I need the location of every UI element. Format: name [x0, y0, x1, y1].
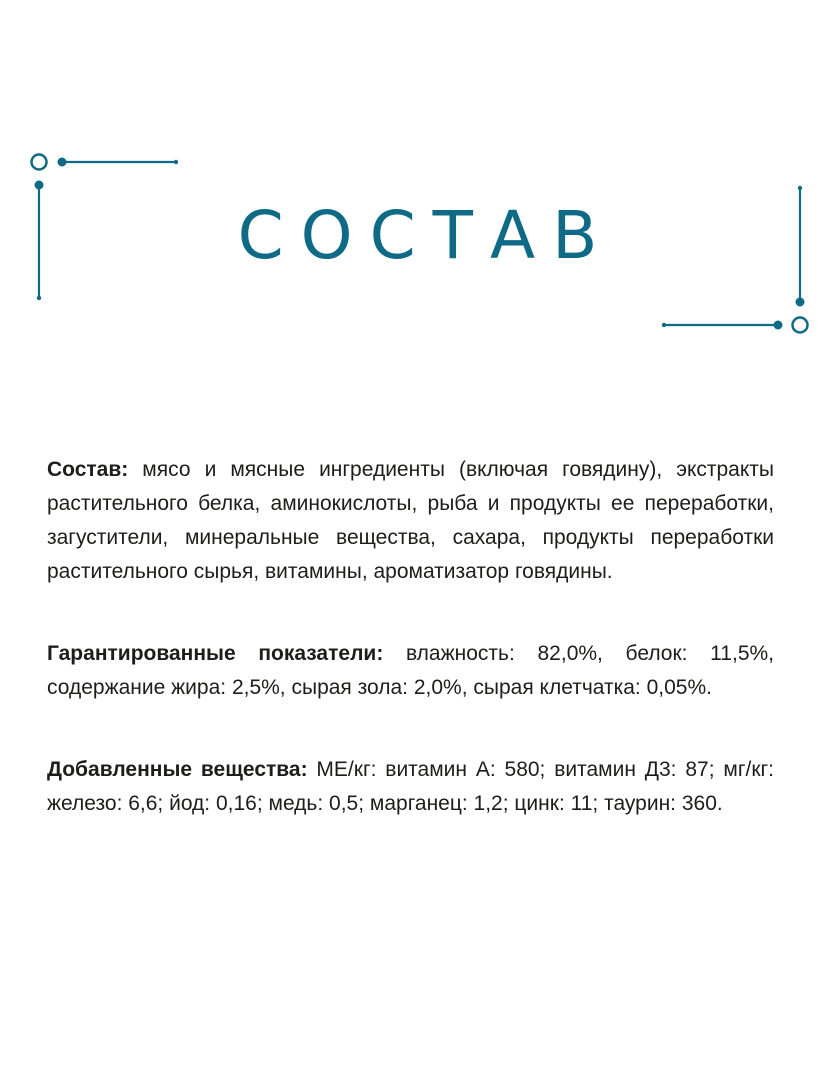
- top-left-vertical-end-dot-icon: [37, 296, 41, 300]
- additives-paragraph: [47, 753, 774, 821]
- top-left-line-end-dot-icon: [174, 160, 178, 164]
- composition-content: [47, 453, 774, 821]
- composition-text: мясо и мясные ингредиенты (включая говядину), экстракты растительного белка, аминокислоты, рыба и продукты ее переработки, загустители, минеральные вещества, сахара, продукты переработки растительного сырья, витамины, ароматизатор говядины.: [47, 458, 774, 583]
- guaranteed-values-label: Гарантированные показатели:: [47, 642, 384, 665]
- guaranteed-values-text: влажность: 82,0%, белок: 11,5%, содержание жира: 2,5%, сырая зола: 2,0%, сырая клетчатка: 0,05%.: [47, 642, 775, 699]
- bottom-right-line-end-dot-icon: [662, 323, 666, 327]
- top-left-ring-icon: [32, 155, 47, 170]
- bottom-right-ring-icon: [793, 318, 808, 333]
- composition-paragraph: [47, 453, 774, 589]
- composition-label: Состав:: [47, 458, 129, 481]
- additives-text: МЕ/кг: витамин А: 580; витамин Д3: 87; мг/кг: железо: 6,6; йод: 0,16; медь: 0,5; марганец: 1,2; цинк: 11; таурин: 360.: [47, 758, 774, 815]
- additives-label: Добавленные вещества:: [47, 758, 308, 781]
- page-title: СОСТАВ: [237, 197, 615, 274]
- bottom-right-vertical-end-dot-icon: [798, 186, 802, 190]
- guaranteed-values-paragraph: [47, 637, 774, 705]
